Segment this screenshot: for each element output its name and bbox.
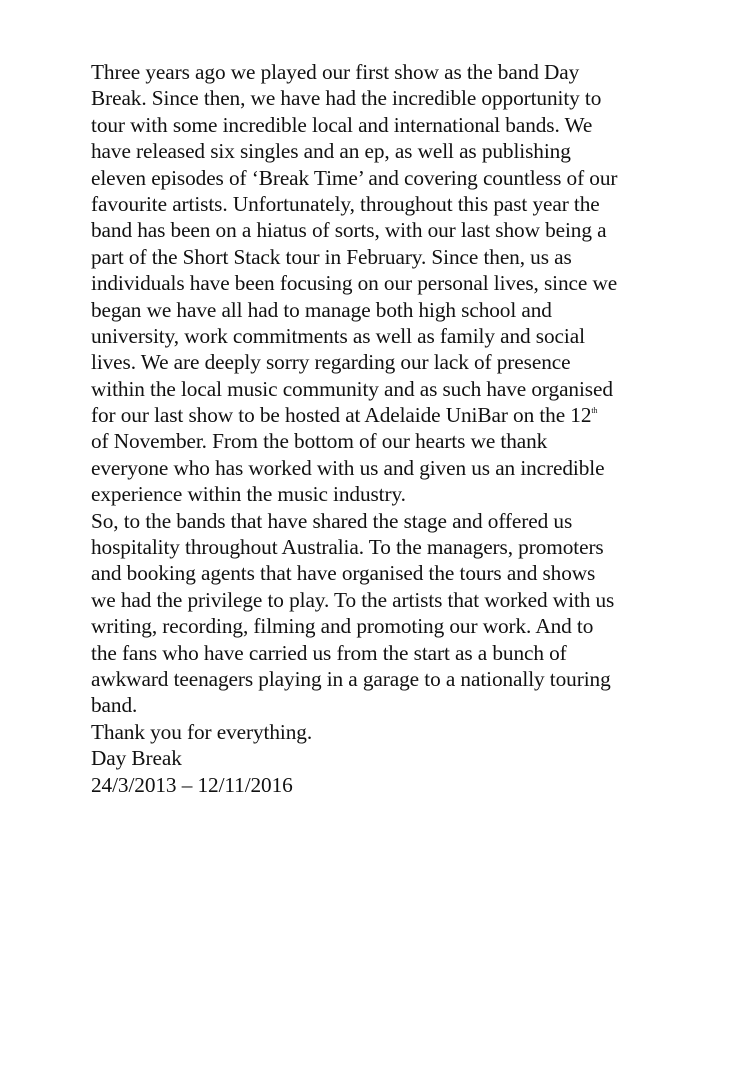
text-line: and booking agents that have organised the tours and shows: [91, 561, 596, 586]
text-line: have released six singles and an ep, as well as publishing: [91, 139, 571, 164]
date-range-line: 24/3/2013 – 12/11/2016: [91, 772, 293, 797]
text-line: lives. We are deeply sorry regarding our lack of presence: [91, 350, 571, 375]
text-line: Break. Since then, we have had the incredible opportunity to: [91, 86, 602, 111]
text-line: writing, recording, filming and promoting our work. And to: [91, 614, 594, 639]
text-line: eleven episodes of ‘Break Time’ and covering countless of our: [91, 165, 618, 190]
text-line: hospitality throughout Australia. To the managers, promoters: [91, 535, 604, 560]
text-line: of November. From the bottom of our hearts we thank: [91, 429, 548, 454]
text-line: the fans who have carried us from the start as a bunch of: [91, 640, 567, 665]
text-line-with-ordinal: [91, 402, 711, 428]
text-line: awkward teenagers playing in a garage to a nationally touring: [91, 666, 611, 691]
signature-line: Day Break: [91, 746, 182, 771]
ordinal-suffix: th: [591, 406, 598, 416]
text-line: began we have all had to manage both high school and: [91, 297, 552, 322]
text-line: part of the Short Stack tour in February. Since then, us as: [91, 244, 572, 269]
text-line-main: for our last show to be hosted at Adelaide UniBar on the 12: [91, 403, 592, 428]
text-line: university, work commitments as well as family and social: [91, 323, 585, 348]
text-line: experience within the music industry.: [91, 482, 406, 507]
text-line: So, to the bands that have shared the stage and offered us: [91, 508, 573, 533]
closing-line: Thank you for everything.: [91, 719, 313, 744]
text-line: we had the privilege to play. To the artists that worked with us: [91, 587, 615, 612]
text-line: band has been on a hiatus of sorts, with our last show being a: [91, 218, 607, 243]
text-line: individuals have been focusing on our personal lives, since we: [91, 271, 618, 296]
text-line: within the local music community and as such have organised: [91, 376, 613, 401]
text-line: Three years ago we played our first show as the band Day: [91, 60, 580, 84]
text-line: tour with some incredible local and international bands. We: [91, 112, 593, 137]
text-line: everyone who has worked with us and given us an incredible: [91, 455, 605, 480]
letter-body: [91, 59, 711, 798]
text-line: band.: [91, 693, 138, 718]
text-line: favourite artists. Unfortunately, throughout this past year the: [91, 191, 600, 216]
